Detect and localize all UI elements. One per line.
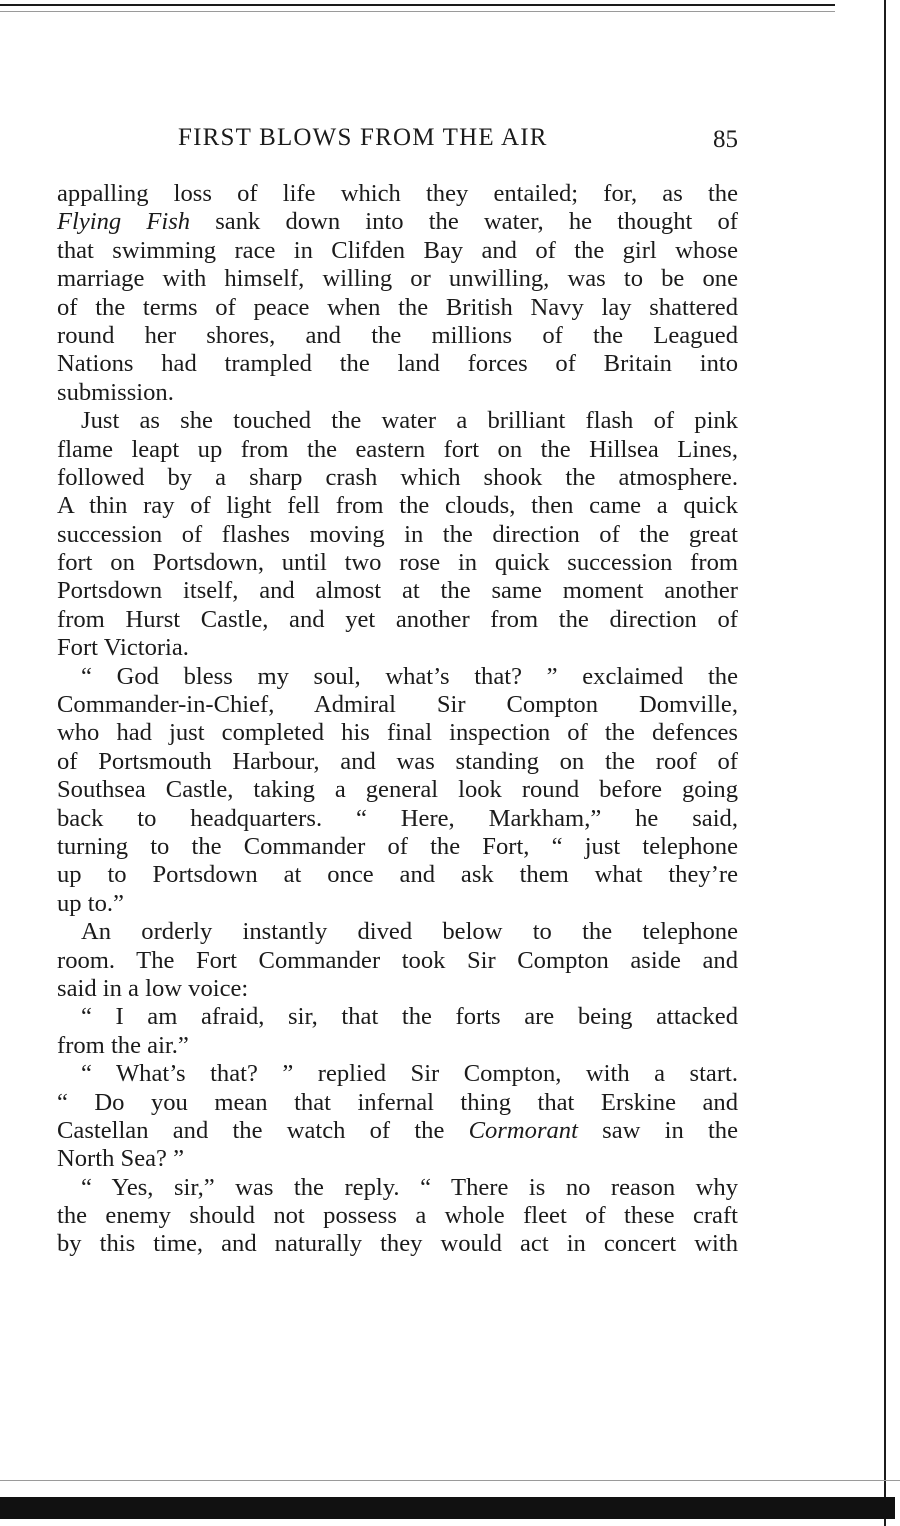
- running-head: FIRST BLOWS FROM THE AIR: [178, 124, 548, 151]
- text-line: up to Portsdown at once and ask them what they’re: [57, 861, 738, 889]
- text-fragment: saw in the: [577, 1116, 738, 1144]
- text-line: [57, 1117, 738, 1145]
- text-fragment: Castellan and the watch of the: [57, 1116, 469, 1144]
- text-line: “ Do you mean that infernal thing that Erskine and: [57, 1088, 738, 1116]
- text-line: turning to the Commander of the Fort, “ just telephone: [57, 832, 738, 860]
- text-line: followed by a sharp crash which shook the atmosphere.: [57, 463, 738, 491]
- italic-ship-name: Cormorant: [468, 1116, 578, 1144]
- bottom-scan-edge-thin: [0, 1480, 900, 1481]
- text-line: North Sea? ”: [57, 1145, 185, 1173]
- page-number: 85: [713, 126, 738, 153]
- text-line: succession of flashes moving in the direction of the great: [57, 520, 738, 548]
- text-line: “ Yes, sir,” was the reply. “ There is no reason why: [81, 1173, 738, 1201]
- text-line: appalling loss of life which they entailed; for, as the: [57, 180, 738, 207]
- text-line: of Portsmouth Harbour, and was standing on the roof of: [57, 747, 738, 775]
- text-line: “ God bless my soul, what’s that? ” exclaimed the: [81, 662, 738, 690]
- text-line: who had just completed his final inspection of the defences: [57, 719, 738, 747]
- text-line: “ I am afraid, sir, that the forts are being attacked: [81, 1003, 738, 1031]
- text-line: Southsea Castle, taking a general look round before going: [57, 776, 738, 804]
- text-line: flame leapt up from the eastern fort on the Hillsea Lines,: [57, 435, 738, 463]
- text-line: back to headquarters. “ Here, Markham,” he said,: [57, 804, 738, 832]
- text-line: Nations had trampled the land forces of Britain into: [57, 350, 738, 378]
- italic-ship-name: Flying Fish: [57, 208, 191, 236]
- text-line: up to.”: [57, 889, 124, 917]
- top-scan-edge-thin: [0, 11, 835, 12]
- text-line: A thin ray of light fell from the clouds, then came a quick: [57, 492, 738, 520]
- text-line: Portsdown itself, and almost at the same moment another: [57, 577, 738, 605]
- text-line: that swimming race in Clifden Bay and of the girl whose: [57, 236, 738, 264]
- right-scan-edge: [884, 0, 900, 1526]
- text-line: Just as she touched the water a brilliant flash of pink: [81, 407, 738, 435]
- text-line: from the air.”: [57, 1031, 189, 1059]
- text-line: said in a low voice:: [57, 974, 249, 1002]
- text-fragment: sank down into the water, he thought of: [190, 208, 738, 236]
- text-line: round her shores, and the millions of the Leagued: [57, 321, 738, 349]
- page-header: [178, 124, 738, 164]
- text-line: the enemy should not possess a whole fleet of these craft: [57, 1202, 738, 1230]
- text-line: Commander-in-Chief, Admiral Sir Compton Domville,: [57, 691, 738, 719]
- text-line: by this time, and naturally they would act in concert with: [57, 1230, 738, 1258]
- body-text: [57, 180, 738, 1259]
- bottom-scan-edge: [0, 1497, 895, 1519]
- text-line: room. The Fort Commander took Sir Compton aside and: [57, 946, 738, 974]
- text-line: submission.: [57, 378, 174, 406]
- text-line: from Hurst Castle, and yet another from the direction of: [57, 605, 738, 633]
- text-line: of the terms of peace when the British Navy lay shattered: [57, 293, 738, 321]
- text-line: fort on Portsdown, until two rose in quick succession from: [57, 549, 738, 577]
- text-line: Fort Victoria.: [57, 634, 189, 662]
- top-scan-edge: [0, 4, 835, 6]
- text-line: An orderly instantly dived below to the telephone: [81, 918, 738, 946]
- text-line: marriage with himself, willing or unwilling, was to be one: [57, 265, 738, 293]
- text-line: “ What’s that? ” replied Sir Compton, with a start.: [81, 1060, 738, 1088]
- text-line: [57, 208, 738, 236]
